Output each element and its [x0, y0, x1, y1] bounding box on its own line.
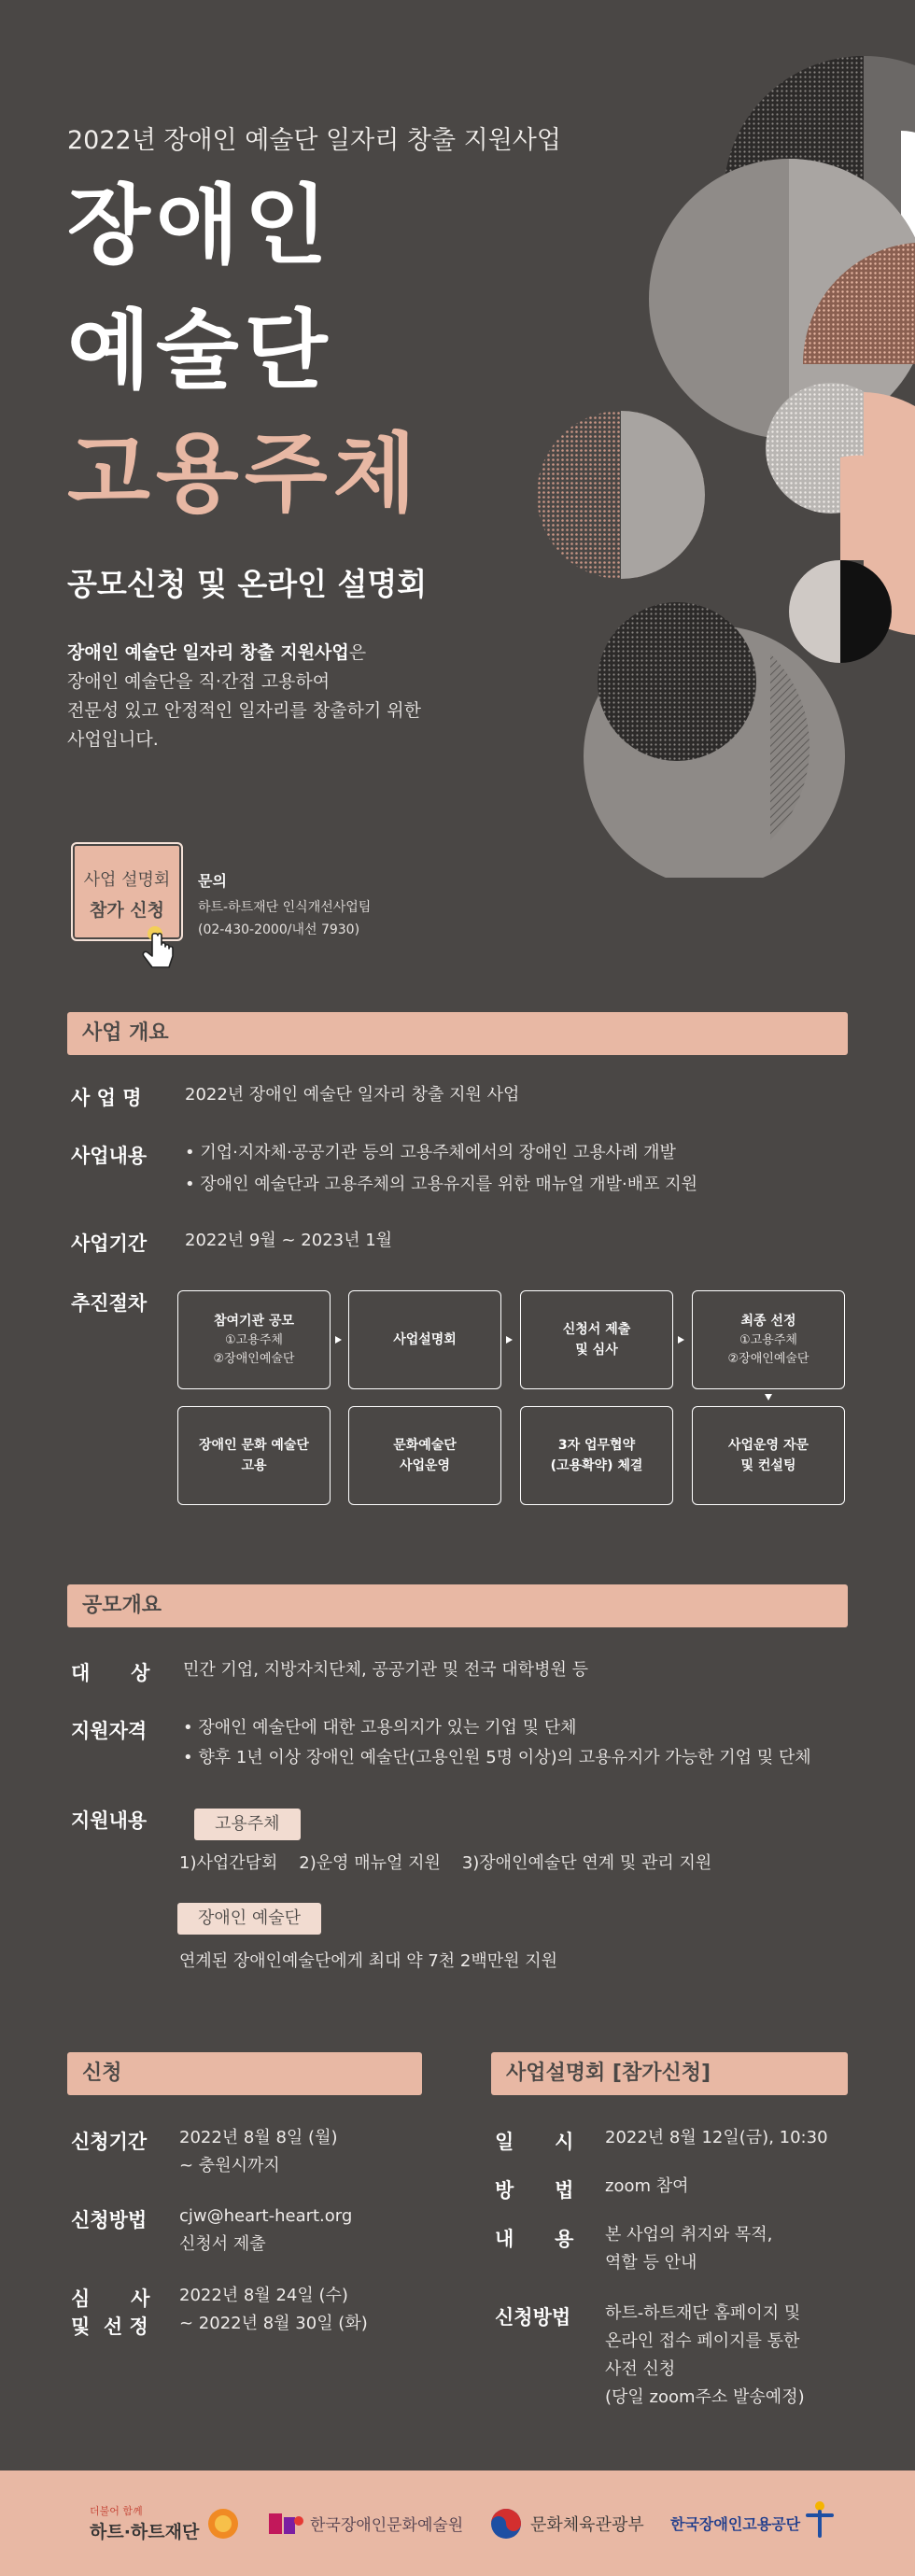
hero-section — [0, 0, 915, 990]
step-1-title: 참여기관 공모 — [213, 1314, 295, 1329]
step-4-title: 최종 선정 — [740, 1314, 796, 1329]
intro-line-4: 사업입니다. — [67, 729, 159, 750]
qualification-label: 지원자격 — [71, 1720, 148, 1742]
recruit-header: 공모개요 — [67, 1584, 848, 1627]
briefing-content-label: 내 용 — [495, 2228, 574, 2250]
briefing-date-value: 2022년 8월 12일(금), 10:30 — [605, 2128, 828, 2147]
step-7-title-2: 사업운영 — [399, 1458, 451, 1473]
intro-text — [67, 639, 515, 754]
briefing-apply-4: (당일 zoom주소 발송예정) — [605, 2387, 805, 2407]
signup-button-line-1: 사업 설명회 — [83, 870, 171, 890]
hand-pointer-icon — [138, 924, 181, 977]
business-name-value: 2022년 장애인 예술단 일자리 창출 지원 사업 — [185, 1085, 520, 1105]
kdac-logo — [267, 2470, 463, 2576]
intro-suffix: 은 — [348, 642, 367, 663]
business-name-label: 사 업 명 — [71, 1087, 142, 1109]
step-2-title: 사업설명회 — [393, 1332, 457, 1347]
business-content-label: 사업내용 — [71, 1145, 148, 1167]
qualification-2: • 향후 1년 이상 장애인 예술단(고용인원 5명 이상)의 고용유지가 가능한 기업 및 단체 — [183, 1748, 811, 1767]
process-step-8 — [177, 1406, 331, 1505]
step-7-title: 문화예술단 — [393, 1438, 457, 1453]
step-6-title-2: (고용확약) 체결 — [550, 1458, 643, 1473]
step-5-title: 사업운영 자문 — [727, 1438, 809, 1453]
heart-logo-text: 하트·하트재단 — [90, 2522, 200, 2542]
intro-line-3: 전문성 있고 안정적인 일자리를 창출하기 위한 — [67, 700, 421, 721]
program-subtitle: 2022년 장애인 예술단 일자리 창출 지원사업 — [67, 126, 561, 155]
business-content-2: • 장애인 예술단과 고용주체의 고용유지를 위한 매뉴얼 개발·배포 지원 — [185, 1175, 697, 1194]
step-8-title-2: 고용 — [241, 1458, 267, 1473]
signup-button-line-2: 참가 신청 — [89, 900, 165, 921]
kdac-logo-text: 한국장애인문화예술원 — [310, 2516, 464, 2535]
taegeuk-icon — [489, 2507, 523, 2541]
briefing-way-value: zoom 참여 — [605, 2176, 689, 2196]
briefing-content-1: 본 사업의 취지와 목적, — [605, 2225, 773, 2245]
briefing-content-2: 역할 등 안내 — [605, 2253, 697, 2273]
arrow-right-icon — [506, 1336, 513, 1344]
review-date-2: ~ 2022년 8월 30일 (화) — [179, 2314, 368, 2333]
decorative-circles-art — [504, 37, 915, 878]
business-period-label: 사업기간 — [71, 1232, 148, 1255]
review-label-2: 및 선 정 — [71, 2316, 148, 2338]
apply-period-label: 신청기간 — [71, 2131, 148, 2153]
overview-header: 사업 개요 — [67, 1012, 848, 1055]
apply-method-2: 신청서 제출 — [179, 2234, 266, 2254]
briefing-apply-label: 신청방법 — [495, 2306, 571, 2329]
arrow-down-icon — [765, 1394, 772, 1401]
kead-mark-icon — [804, 2499, 836, 2540]
heart-logo-tagline: 더불어 함께 — [90, 2505, 143, 2517]
intro-bold: 장애인 예술단 일자리 창출 지원사업 — [67, 642, 349, 663]
contact-title: 문의 — [198, 872, 227, 890]
support-label: 지원내용 — [71, 1809, 148, 1832]
title-line-1: 장애인 — [67, 176, 333, 275]
review-label-1: 심 사 — [71, 2287, 150, 2310]
title-line-2: 예술단 — [67, 301, 333, 401]
employer-pill: 고용주체 — [194, 1809, 301, 1840]
step-8-title: 장애인 문화 예술단 — [199, 1438, 309, 1453]
review-date-1: 2022년 8월 24일 (수) — [179, 2286, 348, 2305]
business-period-value: 2022년 9월 ~ 2023년 1월 — [185, 1231, 393, 1250]
briefing-way-label: 방 법 — [495, 2179, 574, 2202]
art-group-pill: 장애인 예술단 — [177, 1903, 321, 1935]
step-3-title-2: 및 심사 — [575, 1343, 618, 1358]
mcst-logo-text: 문화체육관광부 — [530, 2514, 644, 2535]
process-step-5 — [692, 1406, 845, 1505]
process-step-6 — [520, 1406, 673, 1505]
contact-org: 하트-하트재단 인식개선사업팀 — [198, 900, 372, 915]
briefing-apply-2: 온라인 접수 페이지를 통한 — [605, 2331, 800, 2351]
apply-email[interactable]: cjw@heart-heart.org — [179, 2206, 353, 2226]
arrow-right-icon — [678, 1336, 684, 1344]
title-line-3: 고용주체 — [67, 424, 422, 524]
intro-line-2: 장애인 예술단을 직·간접 고용하여 — [67, 671, 331, 692]
apply-header: 신청 — [67, 2052, 422, 2095]
process-step-4 — [692, 1290, 845, 1389]
business-content-1: • 기업·지자체·공공기관 등의 고용주체에서의 장애인 고용사례 개발 — [185, 1143, 676, 1162]
step-4-sub-2: ②장애인예술단 — [727, 1352, 809, 1366]
step-5-title-2: 및 컨설팅 — [740, 1458, 796, 1473]
process-step-1 — [177, 1290, 331, 1389]
step-6-title: 3자 업무협약 — [557, 1438, 636, 1453]
kead-logo-text: 한국장애인고용공단 — [670, 2515, 801, 2533]
apply-period-1: 2022년 8월 8일 (월) — [179, 2128, 338, 2147]
kdac-mark-icon — [267, 2508, 304, 2540]
apply-period-2: ~ 충원시까지 — [179, 2156, 280, 2175]
step-1-sub-2: ②장애인예술단 — [213, 1352, 295, 1366]
kead-logo — [670, 2470, 836, 2576]
arrow-right-icon — [335, 1336, 342, 1344]
step-3-title: 신청서 제출 — [562, 1322, 631, 1337]
step-1-sub-1: ①고용주체 — [225, 1333, 283, 1347]
heart-heart-logo — [90, 2470, 242, 2576]
apply-method-label: 신청방법 — [71, 2209, 148, 2231]
contact-phone: (02-430-2000/내선 7930) — [198, 922, 360, 937]
target-value: 민간 기업, 지방자치단체, 공공기관 및 전국 대학병원 등 — [183, 1660, 589, 1680]
contact-info — [198, 870, 371, 941]
art-group-support: 연계된 장애인예술단에게 최대 약 7천 2백만원 지원 — [179, 1951, 557, 1971]
employer-support: 1)사업간담회 2)운영 매뉴얼 지원 3)장애인예술단 연계 및 관리 지원 — [179, 1853, 712, 1873]
step-4-sub-1: ①고용주체 — [739, 1333, 797, 1347]
briefing-apply-3: 사전 신청 — [605, 2359, 676, 2379]
event-title: 공모신청 및 온라인 설명회 — [67, 566, 428, 602]
process-step-3 — [520, 1290, 673, 1389]
sun-icon — [204, 2505, 242, 2542]
mcst-logo — [489, 2470, 644, 2576]
briefing-date-label: 일 시 — [495, 2131, 574, 2153]
footer-logos — [0, 2470, 915, 2576]
qualification-1: • 장애인 예술단에 대한 고용의지가 있는 기업 및 단체 — [183, 1718, 577, 1738]
process-label: 추진절차 — [71, 1292, 148, 1315]
briefing-apply-1: 하트-하트재단 홈페이지 및 — [605, 2303, 801, 2323]
process-step-2 — [348, 1290, 501, 1389]
target-label: 대 상 — [71, 1662, 150, 1684]
briefing-header: 사업설명회 [참가신청] — [491, 2052, 848, 2095]
process-step-7 — [348, 1406, 501, 1505]
